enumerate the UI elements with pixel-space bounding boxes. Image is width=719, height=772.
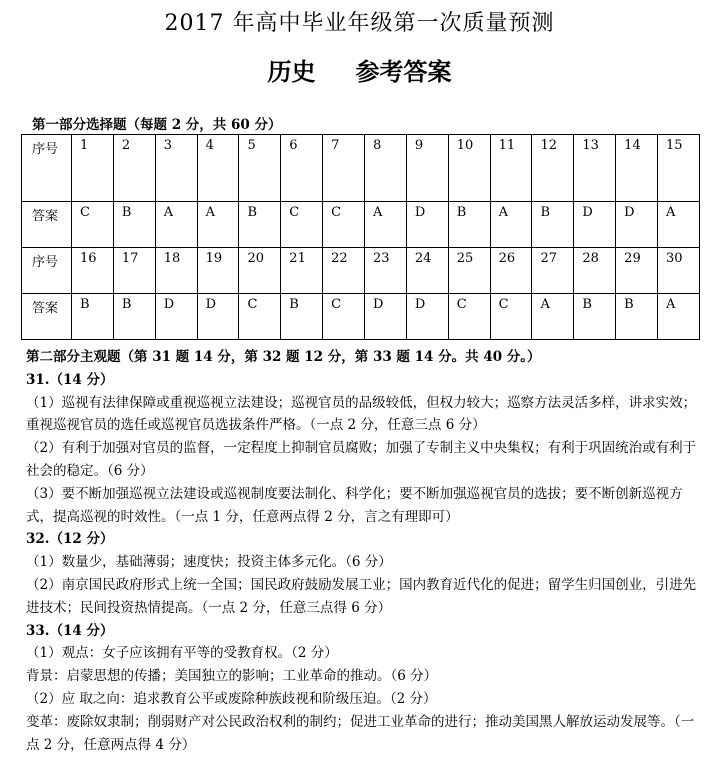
- subject-label: 历史: [267, 58, 316, 86]
- answer-cell: A: [658, 202, 700, 248]
- table-row: [22, 202, 700, 248]
- table-row: [22, 294, 700, 340]
- answer-cell: B: [448, 202, 490, 248]
- question-number: 15: [658, 135, 700, 202]
- answer-cell: D: [365, 294, 407, 340]
- answer-cell: D: [406, 202, 448, 248]
- subjective-section: [26, 346, 698, 756]
- q32-label: 32.（12 分）: [26, 531, 114, 548]
- question-number: 28: [574, 248, 616, 294]
- table-row: [22, 248, 700, 294]
- question-number: 13: [574, 135, 616, 202]
- answer-cell: B: [574, 294, 616, 340]
- question-number: 4: [197, 135, 239, 202]
- answer-cell: B: [239, 202, 281, 248]
- question-number: 10: [448, 135, 490, 202]
- question-number: 19: [197, 248, 239, 294]
- answer-cell: B: [281, 294, 323, 340]
- question-number: 8: [365, 135, 407, 202]
- question-number: 17: [113, 248, 155, 294]
- q33-answer-1: （1）观点：女子应该拥有平等的受教育权。（2 分）: [26, 645, 338, 662]
- question-number: 18: [155, 248, 197, 294]
- row-label-answer: 答案: [22, 294, 72, 340]
- answer-cell: B: [113, 202, 155, 248]
- question-number: 6: [281, 135, 323, 202]
- answer-cell: D: [616, 202, 658, 248]
- answer-title: 参考答案: [355, 58, 452, 86]
- answer-cell: C: [490, 294, 532, 340]
- question-number: 27: [532, 248, 574, 294]
- question-number: 20: [239, 248, 281, 294]
- answer-cell: C: [323, 294, 365, 340]
- answer-cell: D: [155, 294, 197, 340]
- question-number: 21: [281, 248, 323, 294]
- question-number: 24: [406, 248, 448, 294]
- answer-cell: C: [448, 294, 490, 340]
- question-number: 3: [155, 135, 197, 202]
- answer-cell: D: [406, 294, 448, 340]
- question-number: 14: [616, 135, 658, 202]
- question-number: 23: [365, 248, 407, 294]
- question-number: 12: [532, 135, 574, 202]
- answer-cell: B: [616, 294, 658, 340]
- answer-cell: A: [365, 202, 407, 248]
- row-label-number: 序号: [22, 248, 72, 294]
- question-number: 9: [406, 135, 448, 202]
- answer-cell: B: [113, 294, 155, 340]
- part2-title: 第二部分主观题（第 31 题 14 分，第 32 题 12 分，第 33 题 14 分。共 40 分。）: [26, 349, 541, 365]
- answer-cell: B: [72, 294, 114, 340]
- q33-answer-3: （2）应 取之向：追求教育公平或废除种族歧视和阶级压迫。（2 分）: [26, 690, 437, 707]
- answer-cell: B: [532, 202, 574, 248]
- answer-cell: A: [490, 202, 532, 248]
- answer-cell: A: [197, 202, 239, 248]
- part1-title: 第一部分选择题（每题 2 分，共 60 分）: [32, 117, 282, 133]
- q33-answer-4: 变革：废除奴隶制；削弱财产对公民政治权利的制约；促进工业革命的进行；推动美国黑人解放运动发展等。（一点 2 分，任意两点得 4 分）: [26, 713, 695, 753]
- q31-answer-1: （1）巡视有法律保障或重视巡视立法建设；巡视官员的品级较低，但权力较大；巡察方法灵活多样，讲求实效；重视巡视官员的选任或巡视官员选拔条件严格。（一点 2 分，任意三点 6 分）: [26, 394, 697, 434]
- answer-cell: A: [658, 294, 700, 340]
- question-number: 16: [72, 248, 114, 294]
- answer-cell: C: [281, 202, 323, 248]
- answer-cell: D: [197, 294, 239, 340]
- question-number: 29: [616, 248, 658, 294]
- answer-table: [21, 134, 700, 340]
- question-number: 25: [448, 248, 490, 294]
- q31-answer-3: （3）要不断加强巡视立法建设或巡视制度要法制化、科学化；要不断加强巡视官员的选拔；要不断创新巡视方式，提高巡视的时效性。（一点 1 分，任意两点得 2 分，言之有理即可）: [26, 485, 683, 525]
- q31-answer-2: （2）有利于加强对官员的监督，一定程度上抑制官员腐败；加强了专制主义中央集权；有利于巩固统治或有利于社会的稳定。（6 分）: [26, 440, 697, 479]
- answer-cell: A: [532, 294, 574, 340]
- q32-answer-2: （2）南京国民政府形式上统一全国；国民政府鼓励发展工业；国内教育近代化的促进；留学生归国创业，引进先进技术；民间投资热情提高。（一点 2 分，任意三点得 6 分）: [26, 576, 697, 616]
- document-subtitle: [0, 52, 719, 87]
- answer-cell: C: [239, 294, 281, 340]
- question-number: 1: [72, 135, 114, 202]
- q33-answer-2: 背景：启蒙思想的传播；美国独立的影响；工业革命的推动。（6 分）: [26, 668, 438, 685]
- answer-cell: C: [323, 202, 365, 248]
- question-number: 30: [658, 248, 700, 294]
- q32-answer-1: （1）数量少，基础薄弱；速度快；投资主体多元化。（6 分）: [26, 554, 392, 571]
- question-number: 7: [323, 135, 365, 202]
- row-label-number: 序号: [22, 135, 72, 202]
- answer-cell: D: [574, 202, 616, 248]
- answer-cell: A: [155, 202, 197, 248]
- table-row: [22, 135, 700, 202]
- question-number: 26: [490, 248, 532, 294]
- answer-cell: C: [72, 202, 114, 248]
- q33-label: 33.（14 分）: [26, 622, 114, 639]
- q31-label: 31.（14 分）: [26, 371, 114, 388]
- question-number: 11: [490, 135, 532, 202]
- question-number: 22: [323, 248, 365, 294]
- document-title: 2017 年高中毕业年级第一次质量预测: [164, 11, 555, 36]
- row-label-answer: 答案: [22, 202, 72, 248]
- question-number: 5: [239, 135, 281, 202]
- question-number: 2: [113, 135, 155, 202]
